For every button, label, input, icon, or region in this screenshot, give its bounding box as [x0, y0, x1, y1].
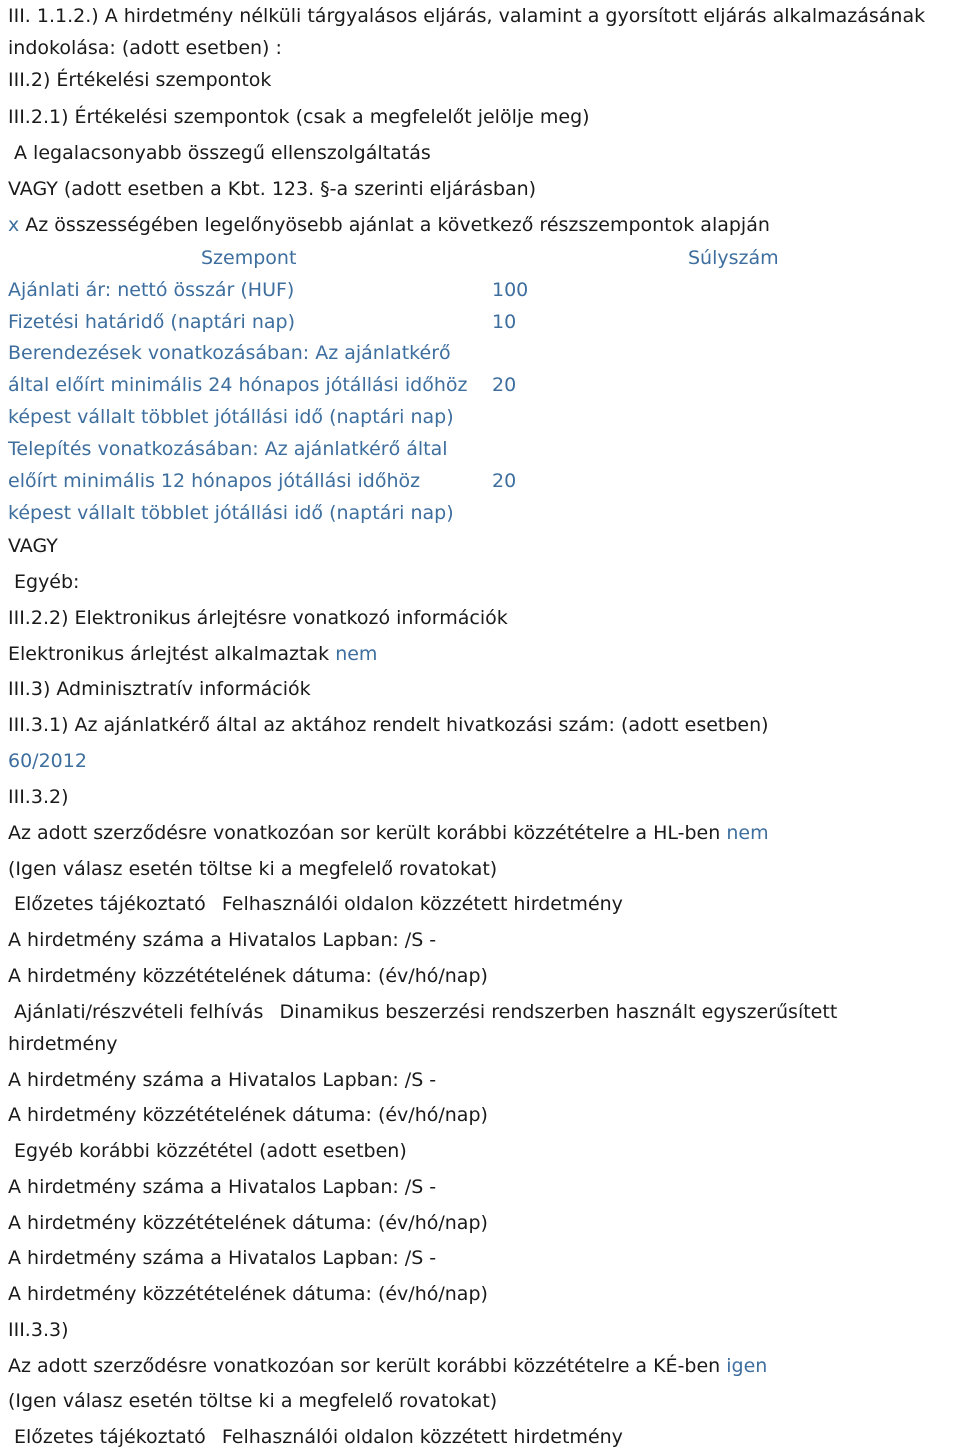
fill-hint: (Igen válasz esetén töltse ki a megfelelő rovatokat) — [8, 1390, 498, 1412]
eauction-line — [8, 642, 377, 666]
notice-number: A hirdetmény száma a Hivatalos Lapban: /S - — [8, 1247, 437, 1269]
buyer-profile-label: Felhasználói oldalon közzétett hirdetmény — [221, 1426, 623, 1448]
call-tender-line — [14, 1000, 837, 1024]
ke-question: Az adott szerződésre vonatkozóan sor került korábbi közzétételre a KÉ-ben — [8, 1355, 721, 1377]
section-heading-333: III.3.3) — [8, 1319, 69, 1341]
table-row-criterion-cont: képest vállalt többlet jótállási idő (naptári nap) — [8, 502, 454, 524]
notice-date: A hirdetmény közzétételének dátuma: (év/hó/nap) — [8, 1104, 488, 1126]
checkbox-mark: x — [8, 214, 20, 236]
table-row-weight: 20 — [492, 374, 517, 396]
prior-info-label: Előzetes tájékoztató — [14, 893, 206, 915]
table-row-weight: 10 — [492, 311, 517, 333]
notice-number: A hirdetmény száma a Hivatalos Lapban: /S - — [8, 1176, 437, 1198]
ke-answer: igen — [726, 1355, 768, 1377]
dps-notice-cont: hirdetmény — [8, 1033, 118, 1055]
other-prior-label: Egyéb korábbi közzététel (adott esetben) — [14, 1140, 407, 1162]
section-heading-331: III.3.1) Az ajánlatkérő által az aktához rendelt hivatkozási szám: (adott esetben) — [8, 714, 769, 736]
notice-number: A hirdetmény száma a Hivatalos Lapban: /S - — [8, 929, 437, 951]
other-label: Egyéb: — [14, 571, 80, 593]
table-row-criterion: Berendezések vonatkozásában: Az ajánlatkérő — [8, 342, 451, 364]
table-header-criterion: Szempont — [201, 247, 297, 269]
prior-info-label: Előzetes tájékoztató — [14, 1426, 206, 1448]
table-row-weight: 100 — [492, 279, 529, 301]
fill-hint: (Igen válasz esetén töltse ki a megfelelő rovatokat) — [8, 858, 498, 880]
table-row-criterion-cont: képest vállalt többlet jótállási idő (naptári nap) — [8, 406, 454, 428]
section-heading-33: III.3) Adminisztratív információk — [8, 678, 311, 700]
table-row-criterion: Fizetési határidő (naptári nap) — [8, 311, 295, 333]
buyer-profile-label: Felhasználói oldalon közzétett hirdetmény — [221, 893, 623, 915]
section-heading-311-cont: indokolása: (adott esetben) : — [8, 37, 282, 59]
table-row-weight: 20 — [492, 470, 517, 492]
ke-publication-line — [8, 1354, 767, 1378]
table-row-criterion-cont: által előírt minimális 24 hónapos jótállási időhöz — [8, 374, 468, 396]
eauction-label: Elektronikus árlejtést alkalmaztak — [8, 643, 330, 665]
call-tender-label: Ajánlati/részvételi felhívás — [14, 1001, 264, 1023]
notice-number: A hirdetmény száma a Hivatalos Lapban: /S - — [8, 1069, 437, 1091]
hl-publication-line — [8, 821, 769, 845]
hl-answer: nem — [726, 822, 769, 844]
hl-question: Az adott szerződésre vonatkozóan sor került korábbi közzétételre a HL-ben — [8, 822, 721, 844]
notice-date: A hirdetmény közzétételének dátuma: (év/hó/nap) — [8, 965, 488, 987]
or-label: VAGY — [8, 535, 58, 557]
section-heading-32: III.2) Értékelési szempontok — [8, 69, 272, 91]
option-best-value-label: Az összességében legelőnyösebb ajánlat a következő részszempontok alapján — [25, 214, 770, 236]
option-or-kbt: VAGY (adott esetben a Kbt. 123. §-a szerinti eljárásban) — [8, 178, 537, 200]
section-heading-311: III. 1.1.2.) A hirdetmény nélküli tárgyalásos eljárás, valamint a gyorsított eljárás alkalmazásának — [8, 5, 926, 27]
section-heading-321: III.2.1) Értékelési szempontok (csak a megfelelőt jelölje meg) — [8, 106, 590, 128]
reference-number: 60/2012 — [8, 750, 87, 772]
table-row-criterion-cont: előírt minimális 12 hónapos jótállási időhöz — [8, 470, 421, 492]
dps-notice-label: Dinamikus beszerzési rendszerben használt egyszerűsített — [279, 1001, 838, 1023]
option-lowest-price: A legalacsonyabb összegű ellenszolgáltatás — [14, 142, 431, 164]
table-header-weight: Súlyszám — [688, 247, 779, 269]
section-heading-322: III.2.2) Elektronikus árlejtésre vonatkozó információk — [8, 607, 508, 629]
table-row-criterion: Telepítés vonatkozásában: Az ajánlatkérő által — [8, 438, 448, 460]
prior-info-line — [14, 892, 623, 916]
notice-date: A hirdetmény közzétételének dátuma: (év/hó/nap) — [8, 1212, 488, 1234]
eauction-value: nem — [335, 643, 378, 665]
table-row-criterion: Ajánlati ár: nettó összár (HUF) — [8, 279, 295, 301]
section-heading-332: III.3.2) — [8, 786, 69, 808]
prior-info-line — [14, 1425, 623, 1449]
notice-date: A hirdetmény közzétételének dátuma: (év/hó/nap) — [8, 1283, 488, 1305]
option-best-value — [8, 213, 770, 237]
